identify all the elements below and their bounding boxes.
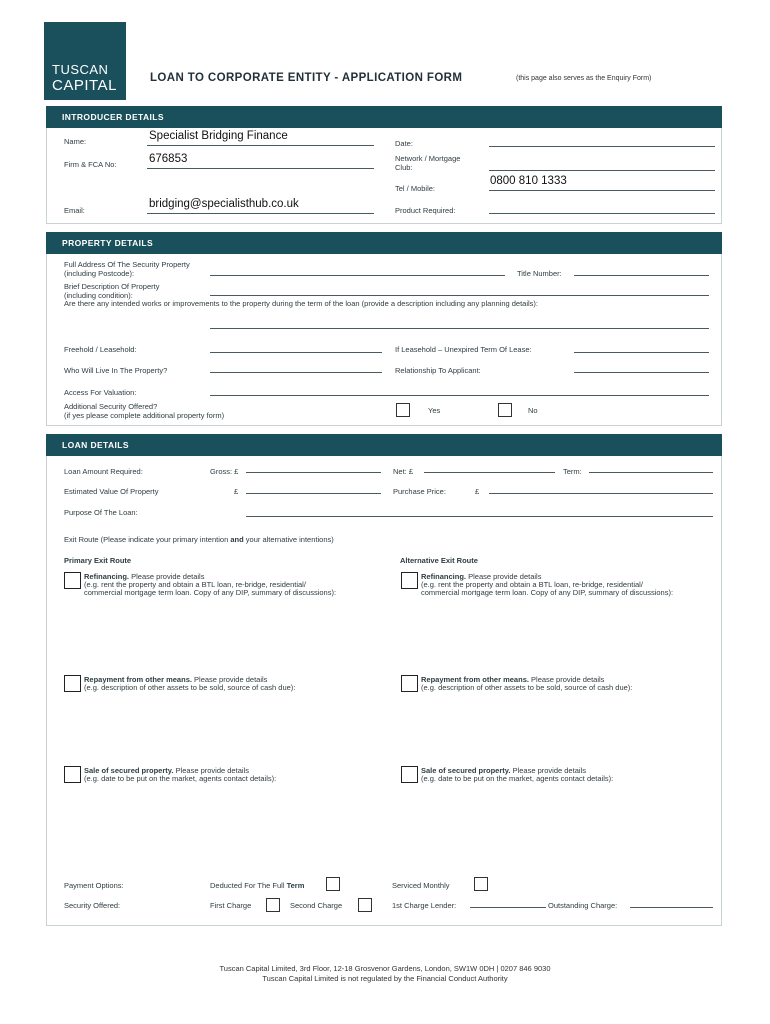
access-valuation-label: Access For Valuation: [64, 388, 137, 397]
additional-security-yes-checkbox[interactable] [396, 403, 410, 417]
alternative-repayment-line-2: (e.g. description of other assets to be sold, source of cash due): [421, 683, 633, 692]
loan-amount-label: Loan Amount Required: [64, 467, 143, 476]
net-label: Net: £ [393, 467, 414, 476]
second-charge-checkbox[interactable] [358, 898, 372, 912]
unexpired-term-label: If Leasehold – Unexpired Term Of Lease: [395, 345, 532, 354]
email-value: bridging@specialisthub.co.uk [149, 198, 299, 210]
alternative-refinancing-line-2: (e.g. rent the property and obtain a BTL loan, re-bridge, residential/ [421, 580, 643, 589]
name-field[interactable] [147, 145, 374, 146]
title-number-field[interactable] [574, 275, 709, 276]
gross-amount-field[interactable] [246, 472, 381, 473]
date-field[interactable] [489, 146, 715, 147]
purchase-price-label: Purchase Price: [393, 487, 446, 496]
second-charge-label: Second Charge [290, 901, 343, 910]
footer-regulatory-note: Tuscan Capital Limited is not regulated by the Financial Conduct Authority [262, 974, 508, 983]
purchase-price-field[interactable] [489, 493, 713, 494]
estimated-value-label: Estimated Value Of Property [64, 487, 159, 496]
brief-description-field[interactable] [210, 295, 709, 296]
freehold-field[interactable] [210, 352, 382, 353]
product-field[interactable] [489, 213, 715, 214]
brief-description-label-1: Brief Description Of Property [64, 282, 160, 291]
purchase-price-pound: £ [475, 487, 480, 496]
email-label: Email: [64, 206, 85, 215]
company-logo [44, 22, 126, 100]
product-label: Product Required: [395, 206, 456, 215]
alternative-refinancing-checkbox[interactable] [401, 572, 418, 589]
name-label: Name: [64, 137, 87, 146]
alternative-refinancing-text: Refinancing. Please provide details [421, 572, 542, 581]
footer-address: Tuscan Capital Limited, 3rd Floor, 12-18 Grosvenor Gardens, London, SW1W 0DH | 0207 846 9030 [219, 964, 551, 973]
alternative-sale-line-2: (e.g. date to be put on the market, agents contact details): [421, 774, 614, 783]
logo-line-2: CAPITAL [52, 77, 117, 94]
net-amount-field[interactable] [424, 472, 555, 473]
network-field[interactable] [489, 170, 715, 171]
primary-refinancing-line-2: (e.g. rent the property and obtain a BTL loan, re-bridge, residential/ [84, 580, 306, 589]
first-charge-lender-label: 1st Charge Lender: [392, 901, 457, 910]
relationship-label: Relationship To Applicant: [395, 366, 481, 375]
primary-repayment-line-2: (e.g. description of other assets to be sold, source of cash due): [84, 683, 296, 692]
firm-fca-field[interactable] [147, 168, 374, 169]
introducer-section-panel [46, 128, 722, 224]
payment-options-label: Payment Options: [64, 881, 124, 890]
freehold-label: Freehold / Leasehold: [64, 345, 137, 354]
tel-field[interactable] [489, 190, 715, 191]
purpose-field[interactable] [246, 516, 713, 517]
first-charge-checkbox[interactable] [266, 898, 280, 912]
name-value: Specialist Bridging Finance [149, 130, 288, 142]
primary-sale-line-2: (e.g. date to be put on the market, agents contact details): [84, 774, 277, 783]
address-label-1: Full Address Of The Security Property [64, 260, 190, 269]
title-number-label: Title Number: [517, 269, 562, 278]
tel-value: 0800 810 1333 [490, 175, 567, 187]
access-valuation-field[interactable] [210, 395, 709, 396]
first-charge-label: First Charge [210, 901, 252, 910]
security-offered-label: Security Offered: [64, 901, 121, 910]
alternative-sale-text: Sale of secured property. Please provide details [421, 766, 586, 775]
works-field[interactable] [210, 328, 709, 329]
who-lives-field[interactable] [210, 372, 382, 373]
firm-fca-label: Firm & FCA No: [64, 160, 117, 169]
primary-sale-checkbox[interactable] [64, 766, 81, 783]
property-section-header: PROPERTY DETAILS [46, 232, 722, 254]
term-field[interactable] [589, 472, 713, 473]
primary-refinancing-text: Refinancing. Please provide details [84, 572, 205, 581]
primary-refinancing-checkbox[interactable] [64, 572, 81, 589]
relationship-field[interactable] [574, 372, 709, 373]
firm-fca-value: 676853 [149, 153, 188, 165]
no-label: No [528, 406, 538, 415]
primary-refinancing-line-3: commercial mortgage term loan. Copy of any DIP, summary of discussions): [84, 588, 337, 597]
additional-security-no-checkbox[interactable] [498, 403, 512, 417]
address-label-2: (including Postcode): [64, 269, 135, 278]
primary-repayment-text: Repayment from other means. Please provide details [84, 675, 268, 684]
serviced-monthly-checkbox[interactable] [474, 877, 488, 891]
additional-security-label-1: Additional Security Offered? [64, 402, 158, 411]
who-lives-label: Who Will Live In The Property? [64, 366, 168, 375]
introducer-section-header: INTRODUCER DETAILS [46, 106, 722, 128]
primary-exit-heading: Primary Exit Route [64, 556, 132, 565]
network-label-2: Club: [395, 163, 413, 172]
alternative-exit-heading: Alternative Exit Route [400, 556, 478, 565]
unexpired-term-field[interactable] [574, 352, 709, 353]
first-charge-lender-field[interactable] [470, 907, 546, 908]
purpose-label: Purpose Of The Loan: [64, 508, 138, 517]
deducted-full-term-label: Deducted For The Full Term [210, 881, 305, 890]
tel-label: Tel / Mobile: [395, 184, 436, 193]
exit-route-instruction: Exit Route (Please indicate your primary intention and your alternative intentions) [64, 535, 334, 544]
primary-sale-text: Sale of secured property. Please provide details [84, 766, 249, 775]
estimated-value-field[interactable] [246, 493, 381, 494]
yes-label: Yes [428, 406, 441, 415]
date-label: Date: [395, 139, 413, 148]
alternative-refinancing-line-3: commercial mortgage term loan. Copy of any DIP, summary of discussions): [421, 588, 674, 597]
logo-line-1: TUSCAN [52, 62, 109, 77]
estimated-value-pound: £ [234, 487, 239, 496]
term-label: Term: [563, 467, 582, 476]
alternative-repayment-checkbox[interactable] [401, 675, 418, 692]
address-field[interactable] [210, 275, 505, 276]
alternative-repayment-text: Repayment from other means. Please provide details [421, 675, 605, 684]
additional-security-label-2: (if yes please complete additional property form) [64, 411, 225, 420]
brief-description-label-2: (including condition): [64, 291, 133, 300]
alternative-sale-checkbox[interactable] [401, 766, 418, 783]
form-title: LOAN TO CORPORATE ENTITY - APPLICATION FORM [150, 72, 463, 84]
loan-section-header: LOAN DETAILS [46, 434, 722, 456]
email-field[interactable] [147, 213, 374, 214]
network-label-1: Network / Mortgage [395, 154, 461, 163]
outstanding-charge-field[interactable] [630, 907, 713, 908]
property-section-panel [46, 254, 722, 426]
outstanding-charge-label: Outstanding Charge: [548, 901, 618, 910]
form-subtitle: (this page also serves as the Enquiry Form) [516, 75, 652, 82]
gross-label: Gross: £ [210, 467, 239, 476]
works-label: Are there any intended works or improvements to the property during the term of the loan (provide a description including any planning details): [64, 299, 539, 308]
serviced-monthly-label: Serviced Monthly [392, 881, 450, 890]
deducted-full-term-checkbox[interactable] [326, 877, 340, 891]
primary-repayment-checkbox[interactable] [64, 675, 81, 692]
